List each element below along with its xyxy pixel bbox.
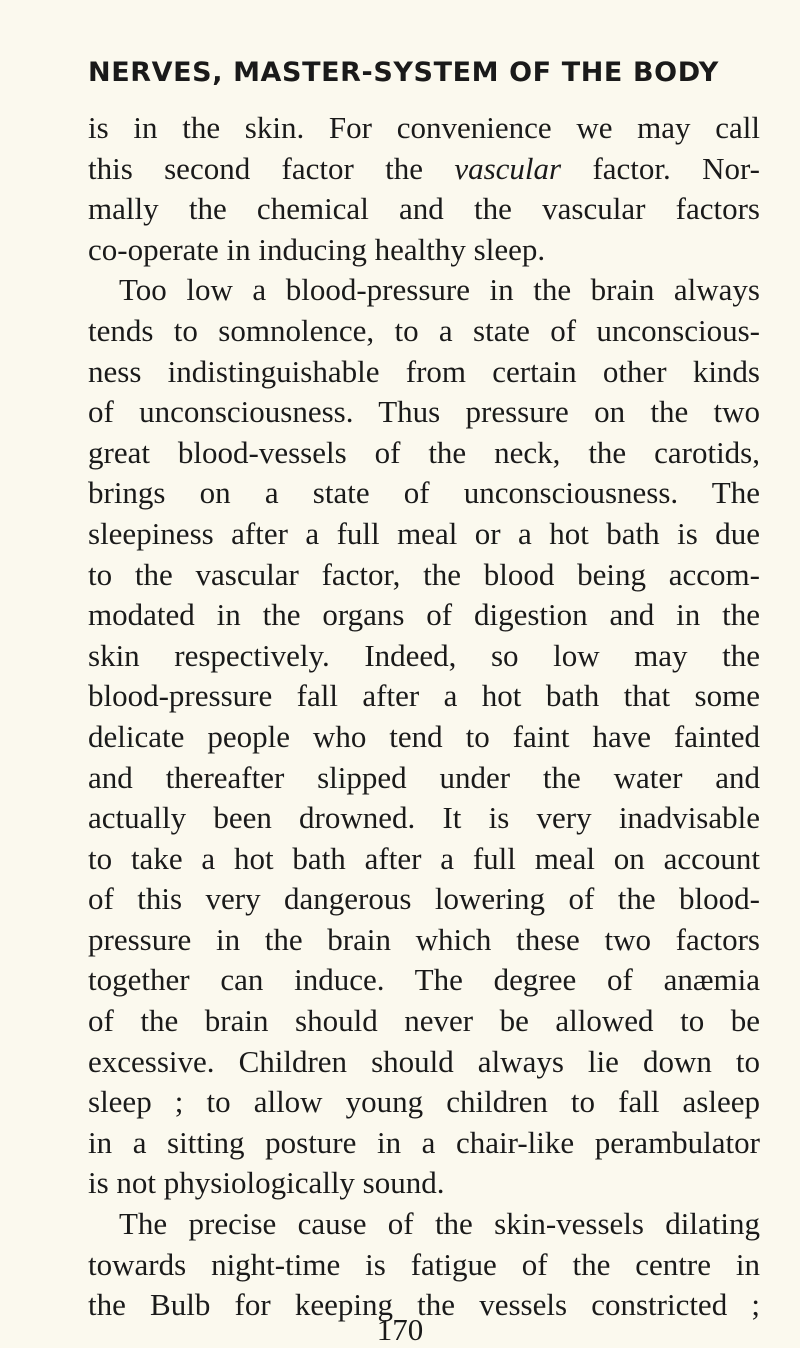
- running-head: NERVES, MASTER-SYSTEM OF THE BODY: [88, 57, 719, 88]
- text-line: together can induce. The degree of anæmia: [88, 962, 760, 998]
- text-line: tends to somnolence, to a state of unconscious-: [88, 312, 760, 348]
- text-line: Too low a blood-pressure in the brain always: [119, 272, 760, 308]
- text-line: of unconsciousness. Thus pressure on the two: [88, 394, 760, 430]
- text-line: modated in the organs of digestion and in the: [88, 597, 760, 633]
- body-text: [88, 108, 760, 1326]
- text-segment: this second factor the: [88, 150, 455, 186]
- text-line: sleep ; to allow young children to fall asleep: [88, 1084, 760, 1120]
- italic-term: vascular: [454, 150, 562, 186]
- text-line: the Bulb for keeping the vessels constricted ;: [88, 1287, 760, 1323]
- text-line: is not physiologically sound.: [88, 1165, 445, 1201]
- text-line: of this very dangerous lowering of the blood-: [88, 881, 760, 917]
- text-line: to the vascular factor, the blood being accom-: [88, 556, 760, 592]
- text-line: skin respectively. Indeed, so low may the: [88, 637, 760, 673]
- text-line: The precise cause of the skin-vessels dilating: [119, 1206, 760, 1242]
- text-line: great blood-vessels of the neck, the carotids,: [88, 434, 760, 470]
- text-line: delicate people who tend to faint have fainted: [88, 718, 760, 754]
- text-line: towards night-time is fatigue of the centre in: [88, 1246, 760, 1282]
- text-line: sleepiness after a full meal or a hot bath is due: [88, 515, 760, 551]
- text-line: pressure in the brain which these two factors: [88, 921, 760, 957]
- text-line: mally the chemical and the vascular factors: [88, 191, 760, 227]
- text-line: blood-pressure fall after a hot bath that some: [88, 678, 760, 714]
- text-line: and thereafter slipped under the water and: [88, 759, 760, 795]
- text-segment: factor. Nor-: [561, 150, 760, 186]
- text-line: to take a hot bath after a full meal on account: [88, 840, 760, 876]
- text-line: co-operate in inducing healthy sleep.: [88, 231, 546, 267]
- text-line: [88, 149, 760, 190]
- text-line: of the brain should never be allowed to be: [88, 1003, 760, 1039]
- text-line: in a sitting posture in a chair-like perambulator: [88, 1124, 760, 1160]
- text-line: is in the skin. For convenience we may call: [88, 110, 760, 145]
- text-line: brings on a state of unconsciousness. The: [88, 475, 760, 511]
- text-line: actually been drowned. It is very inadvisable: [88, 800, 760, 836]
- text-line: ness indistinguishable from certain other kinds: [88, 353, 760, 389]
- text-line: excessive. Children should always lie down to: [88, 1043, 760, 1079]
- page-number: 170: [376, 1312, 424, 1347]
